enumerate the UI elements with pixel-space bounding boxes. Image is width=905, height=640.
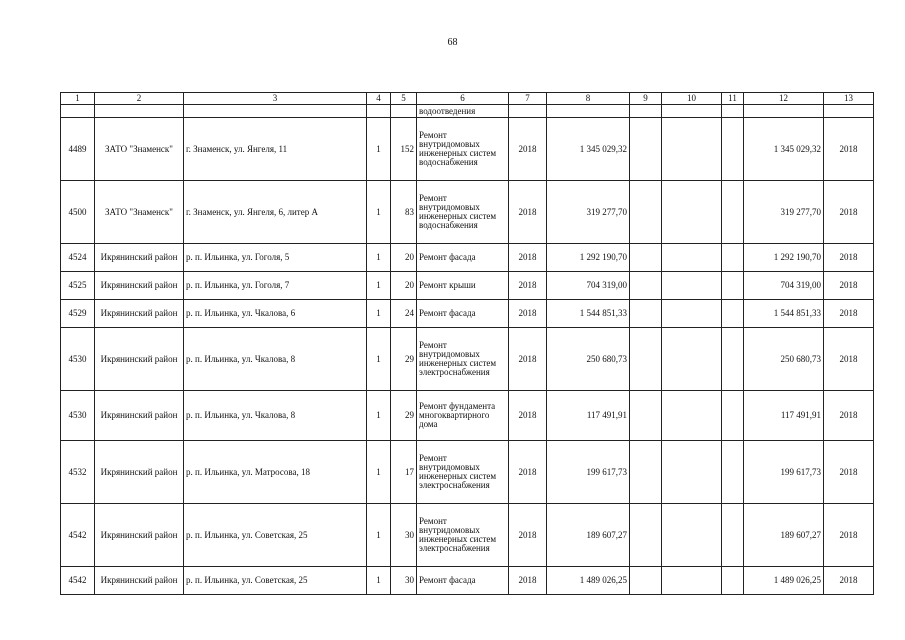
table-row [61,272,874,300]
cost-fund: 1 292 190,70 [744,244,824,272]
col4-value: 1 [367,244,391,272]
municipality: ЗАТО "Знаменск" [95,118,184,181]
col5-value: 17 [391,441,417,504]
col11-value [722,441,744,504]
row-number: 4542 [61,567,95,595]
municipality: Икрянинский район [95,391,184,441]
col9-value [630,391,662,441]
column-header: 8 [547,93,630,105]
table-row [61,441,874,504]
completion-year: 2018 [824,328,874,391]
table-row [61,118,874,181]
municipality: Икрянинский район [95,567,184,595]
col11-value [722,272,744,300]
column-header: 2 [95,93,184,105]
address: р. п. Ильинка, ул. Гоголя, 5 [184,244,367,272]
col11-value [722,118,744,181]
col10-value [662,441,722,504]
table-row [61,391,874,441]
cost-fund: 117 491,91 [744,391,824,441]
year: 2018 [509,300,547,328]
col5-value: 152 [391,118,417,181]
col9-value [630,181,662,244]
year: 2018 [509,441,547,504]
row-number: 4525 [61,272,95,300]
cost-total: 704 319,00 [547,272,630,300]
column-header: 11 [722,93,744,105]
cost-fund: 1 544 851,33 [744,300,824,328]
column-header: 7 [509,93,547,105]
col9-value [630,504,662,567]
row-number: 4524 [61,244,95,272]
col10-value [662,504,722,567]
row-number: 4489 [61,118,95,181]
col11-value [722,567,744,595]
year: 2018 [509,272,547,300]
completion-year: 2018 [824,391,874,441]
table-row [61,504,874,567]
col5-value: 30 [391,567,417,595]
year: 2018 [509,328,547,391]
col10-value [662,391,722,441]
cost-fund: 189 607,27 [744,504,824,567]
cost-fund: 704 319,00 [744,272,824,300]
address: г. Знаменск, ул. Янгеля, 6, литер А [184,181,367,244]
municipality: Икрянинский район [95,300,184,328]
table-row [61,328,874,391]
col10-value [662,272,722,300]
col5-value: 29 [391,391,417,441]
col11-value [722,391,744,441]
year: 2018 [509,181,547,244]
col5-value: 24 [391,300,417,328]
col11-value [722,181,744,244]
completion-year: 2018 [824,118,874,181]
row-number: 4530 [61,391,95,441]
completion-year: 2018 [824,441,874,504]
continuation-text: водоотведения [417,105,509,118]
cost-fund: 250 680,73 [744,328,824,391]
cost-total: 1 544 851,33 [547,300,630,328]
address: г. Знаменск, ул. Янгеля, 11 [184,118,367,181]
work-type: Ремонт внутридомовых инженерных систем электроснабжения [417,441,509,504]
col5-value: 29 [391,328,417,391]
address: р. п. Ильинка, ул. Советская, 25 [184,504,367,567]
column-header: 1 [61,93,95,105]
registry-table [60,92,874,595]
cost-fund: 1 345 029,32 [744,118,824,181]
table-row [61,181,874,244]
continuation-row [61,105,874,118]
col11-value [722,300,744,328]
col9-value [630,118,662,181]
municipality: ЗАТО "Знаменск" [95,181,184,244]
table-row [61,244,874,272]
year: 2018 [509,504,547,567]
cost-fund: 1 489 026,25 [744,567,824,595]
column-header: 9 [630,93,662,105]
col11-value [722,328,744,391]
column-header: 5 [391,93,417,105]
work-type: Ремонт внутридомовых инженерных систем электроснабжения [417,328,509,391]
col4-value: 1 [367,441,391,504]
col9-value [630,441,662,504]
col4-value: 1 [367,181,391,244]
col10-value [662,118,722,181]
col9-value [630,300,662,328]
completion-year: 2018 [824,567,874,595]
municipality: Икрянинский район [95,504,184,567]
work-type: Ремонт внутридомовых инженерных систем электроснабжения [417,504,509,567]
col10-value [662,567,722,595]
work-type: Ремонт внутридомовых инженерных систем водоснабжения [417,181,509,244]
address: р. п. Ильинка, ул. Чкалова, 6 [184,300,367,328]
col9-value [630,567,662,595]
col5-value: 20 [391,244,417,272]
cost-total: 1 489 026,25 [547,567,630,595]
table-row [61,300,874,328]
column-header: 6 [417,93,509,105]
col5-value: 83 [391,181,417,244]
col10-value [662,328,722,391]
col10-value [662,181,722,244]
col11-value [722,244,744,272]
column-header: 10 [662,93,722,105]
municipality: Икрянинский район [95,244,184,272]
completion-year: 2018 [824,244,874,272]
col4-value: 1 [367,567,391,595]
completion-year: 2018 [824,300,874,328]
row-number: 4500 [61,181,95,244]
column-number-row [61,93,874,105]
table-row [61,567,874,595]
address: р. п. Ильинка, ул. Матросова, 18 [184,441,367,504]
col4-value: 1 [367,300,391,328]
completion-year: 2018 [824,181,874,244]
year: 2018 [509,118,547,181]
col9-value [630,328,662,391]
municipality: Икрянинский район [95,328,184,391]
cost-fund: 199 617,73 [744,441,824,504]
work-type: Ремонт внутридомовых инженерных систем водоснабжения [417,118,509,181]
address: р. п. Ильинка, ул. Чкалова, 8 [184,391,367,441]
col4-value: 1 [367,272,391,300]
address: р. п. Ильинка, ул. Чкалова, 8 [184,328,367,391]
row-number: 4529 [61,300,95,328]
col4-value: 1 [367,118,391,181]
work-type: Ремонт фундамента многоквартирного дома [417,391,509,441]
year: 2018 [509,391,547,441]
work-type: Ремонт фасада [417,300,509,328]
col9-value [630,244,662,272]
cost-total: 250 680,73 [547,328,630,391]
column-header: 3 [184,93,367,105]
cost-total: 117 491,91 [547,391,630,441]
col11-value [722,504,744,567]
municipality: Икрянинский район [95,272,184,300]
work-type: Ремонт крыши [417,272,509,300]
cost-total: 1 345 029,32 [547,118,630,181]
municipality: Икрянинский район [95,441,184,504]
col10-value [662,244,722,272]
column-header: 4 [367,93,391,105]
col4-value: 1 [367,391,391,441]
cost-total: 189 607,27 [547,504,630,567]
col10-value [662,300,722,328]
cost-total: 1 292 190,70 [547,244,630,272]
year: 2018 [509,567,547,595]
year: 2018 [509,244,547,272]
page-number: 68 [447,37,458,48]
col4-value: 1 [367,504,391,567]
work-type: Ремонт фасада [417,567,509,595]
row-number: 4530 [61,328,95,391]
col5-value: 20 [391,272,417,300]
cost-fund: 319 277,70 [744,181,824,244]
column-header: 12 [744,93,824,105]
col4-value: 1 [367,328,391,391]
col5-value: 30 [391,504,417,567]
completion-year: 2018 [824,272,874,300]
col9-value [630,272,662,300]
cost-total: 199 617,73 [547,441,630,504]
completion-year: 2018 [824,504,874,567]
column-header: 13 [824,93,874,105]
address: р. п. Ильинка, ул. Гоголя, 7 [184,272,367,300]
row-number: 4532 [61,441,95,504]
row-number: 4542 [61,504,95,567]
address: р. п. Ильинка, ул. Советская, 25 [184,567,367,595]
cost-total: 319 277,70 [547,181,630,244]
work-type: Ремонт фасада [417,244,509,272]
